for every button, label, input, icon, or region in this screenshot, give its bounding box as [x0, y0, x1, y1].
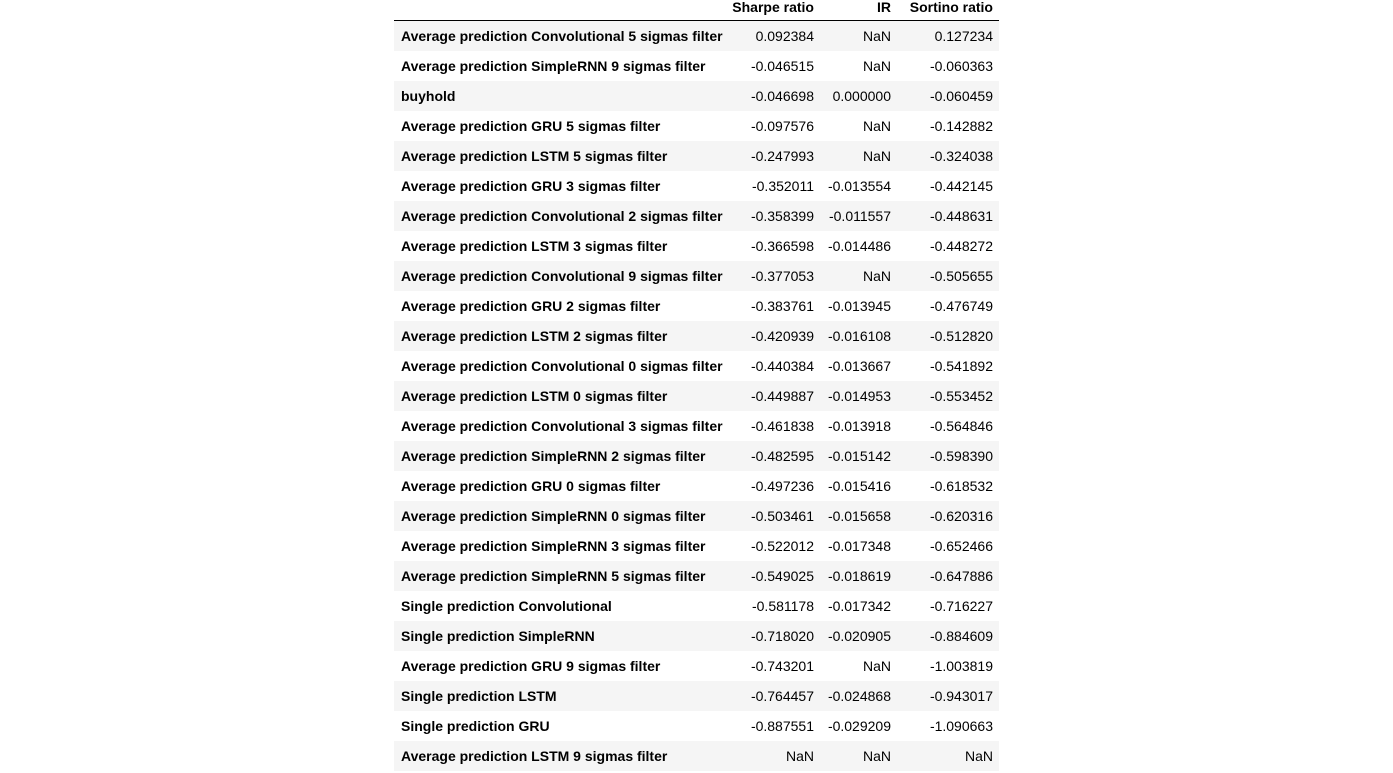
cell-sortino-ratio: -0.512820	[929, 327, 993, 344]
table-row	[394, 141, 999, 171]
table-row	[394, 111, 999, 141]
cell-sortino-ratio: -0.448631	[929, 207, 993, 224]
table-row	[394, 201, 999, 231]
cell-sharpe-ratio: -0.358399	[750, 207, 814, 224]
cell-ir: NaN	[862, 27, 891, 44]
cell-sortino-ratio: -0.324038	[929, 147, 993, 164]
table-row	[394, 591, 999, 621]
cell-sortino-ratio: -1.090663	[929, 717, 993, 734]
cell-ir: -0.011557	[828, 207, 891, 224]
row-label: Average prediction SimpleRNN 9 sigmas filter	[401, 57, 706, 74]
row-label: Average prediction GRU 0 sigmas filter	[401, 477, 661, 494]
cell-ir: -0.017342	[827, 597, 891, 614]
cell-sharpe-ratio: -0.522012	[750, 537, 814, 554]
table-body	[394, 21, 999, 771]
cell-sortino-ratio: -1.003819	[929, 657, 993, 674]
row-label: Average prediction SimpleRNN 0 sigmas filter	[401, 507, 706, 524]
row-label: Average prediction LSTM 9 sigmas filter	[401, 747, 668, 764]
cell-sortino-ratio: -0.943017	[929, 687, 993, 704]
cell-sharpe-ratio: -0.549025	[750, 567, 814, 584]
row-label: Average prediction SimpleRNN 2 sigmas filter	[401, 447, 706, 464]
cell-sharpe-ratio: -0.366598	[750, 237, 814, 254]
cell-sharpe-ratio: -0.383761	[750, 297, 814, 314]
cell-sharpe-ratio: -0.440384	[750, 357, 814, 374]
table-row	[394, 321, 999, 351]
table-row	[394, 171, 999, 201]
cell-sortino-ratio: -0.618532	[929, 477, 993, 494]
cell-sharpe-ratio: -0.046698	[750, 87, 814, 104]
table-header	[394, 0, 999, 21]
cell-sharpe-ratio: -0.718020	[750, 627, 814, 644]
cell-ir: -0.020905	[827, 627, 891, 644]
table-row	[394, 501, 999, 531]
table-row	[394, 381, 999, 411]
table-row	[394, 681, 999, 711]
header-row	[394, 0, 999, 21]
header-ir: IR	[820, 0, 897, 21]
cell-sharpe-ratio: -0.247993	[750, 147, 814, 164]
row-label: Average prediction Convolutional 3 sigmas filter	[401, 417, 723, 434]
cell-sharpe-ratio: NaN	[785, 747, 814, 764]
table-row	[394, 291, 999, 321]
cell-sortino-ratio: -0.716227	[929, 597, 993, 614]
table-row	[394, 441, 999, 471]
cell-sortino-ratio: -0.505655	[929, 267, 993, 284]
table-row	[394, 21, 999, 51]
cell-sortino-ratio: NaN	[964, 747, 993, 764]
cell-ir: -0.018619	[827, 567, 891, 584]
row-label: Single prediction GRU	[401, 717, 550, 734]
cell-sortino-ratio: -0.564846	[929, 417, 993, 434]
row-label: Average prediction LSTM 5 sigmas filter	[401, 147, 668, 164]
cell-sortino-ratio: -0.060459	[929, 87, 993, 104]
cell-sortino-ratio: -0.598390	[929, 447, 993, 464]
row-label: Average prediction LSTM 2 sigmas filter	[401, 327, 668, 344]
row-label: Average prediction GRU 5 sigmas filter	[401, 117, 661, 134]
cell-ir: NaN	[862, 57, 891, 74]
row-label: Average prediction Convolutional 2 sigmas filter	[401, 207, 723, 224]
cell-sharpe-ratio: 0.092384	[755, 27, 814, 44]
cell-sharpe-ratio: -0.497236	[750, 477, 814, 494]
row-label: Average prediction Convolutional 0 sigmas filter	[401, 357, 723, 374]
cell-sortino-ratio: -0.442145	[929, 177, 993, 194]
table-row	[394, 741, 999, 771]
cell-ir: -0.024868	[827, 687, 891, 704]
cell-ir: -0.013945	[827, 297, 891, 314]
cell-sharpe-ratio: -0.449887	[750, 387, 814, 404]
table-row	[394, 621, 999, 651]
table-row	[394, 81, 999, 111]
cell-sharpe-ratio: -0.420939	[750, 327, 814, 344]
cell-sharpe-ratio: -0.764457	[750, 687, 814, 704]
table-row	[394, 711, 999, 741]
table-row	[394, 411, 999, 441]
cell-ir: 0.000000	[832, 87, 891, 104]
cell-sortino-ratio: -0.884609	[929, 627, 993, 644]
row-label: Average prediction Convolutional 5 sigmas filter	[401, 27, 723, 44]
row-label: Average prediction LSTM 3 sigmas filter	[401, 237, 668, 254]
row-label: Average prediction GRU 3 sigmas filter	[401, 177, 661, 194]
table-row	[394, 261, 999, 291]
cell-sharpe-ratio: -0.482595	[750, 447, 814, 464]
cell-ir: -0.015658	[827, 507, 891, 524]
table-row	[394, 531, 999, 561]
cell-ir: -0.013554	[827, 177, 891, 194]
row-label: Average prediction LSTM 0 sigmas filter	[401, 387, 668, 404]
cell-ir: -0.017348	[827, 537, 891, 554]
cell-ir: -0.029209	[827, 717, 891, 734]
cell-sharpe-ratio: -0.503461	[750, 507, 814, 524]
row-label: buyhold	[401, 87, 456, 104]
cell-sortino-ratio: 0.127234	[934, 27, 993, 44]
row-label: Single prediction Convolutional	[401, 597, 612, 614]
table-row	[394, 651, 999, 681]
row-label: Single prediction LSTM	[401, 687, 557, 704]
cell-sortino-ratio: -0.476749	[929, 297, 993, 314]
cell-sharpe-ratio: -0.046515	[750, 57, 814, 74]
cell-sharpe-ratio: -0.887551	[750, 717, 814, 734]
cell-sortino-ratio: -0.553452	[929, 387, 993, 404]
cell-ir: -0.013667	[827, 357, 891, 374]
table-row	[394, 351, 999, 381]
row-label: Average prediction SimpleRNN 3 sigmas filter	[401, 537, 706, 554]
cell-ir: -0.013918	[827, 417, 891, 434]
cell-sortino-ratio: -0.652466	[929, 537, 993, 554]
cell-sortino-ratio: -0.060363	[929, 57, 993, 74]
cell-sharpe-ratio: -0.377053	[750, 267, 814, 284]
row-label: Average prediction SimpleRNN 5 sigmas filter	[401, 567, 706, 584]
row-label: Average prediction Convolutional 9 sigmas filter	[401, 267, 723, 284]
cell-ir: NaN	[862, 657, 891, 674]
header-index	[394, 0, 730, 21]
cell-ir: NaN	[862, 117, 891, 134]
header-sortino-ratio: Sortino ratio	[897, 0, 999, 21]
row-label: Single prediction SimpleRNN	[401, 627, 595, 644]
cell-ir: NaN	[862, 147, 891, 164]
cell-ir: -0.015142	[827, 447, 891, 464]
table-row	[394, 51, 999, 81]
cell-sortino-ratio: -0.541892	[929, 357, 993, 374]
cell-ir: -0.014953	[827, 387, 891, 404]
table-row	[394, 561, 999, 591]
row-label: Average prediction GRU 2 sigmas filter	[401, 297, 661, 314]
cell-sortino-ratio: -0.620316	[929, 507, 993, 524]
cell-sharpe-ratio: -0.581178	[751, 597, 814, 614]
cell-ir: NaN	[862, 267, 891, 284]
cell-sortino-ratio: -0.647886	[929, 567, 993, 584]
results-table-container	[394, 0, 999, 771]
cell-sharpe-ratio: -0.097576	[750, 117, 814, 134]
cell-sharpe-ratio: -0.461838	[750, 417, 814, 434]
cell-ir: -0.015416	[827, 477, 891, 494]
row-label: Average prediction GRU 9 sigmas filter	[401, 657, 661, 674]
cell-sharpe-ratio: -0.743201	[750, 657, 814, 674]
cell-ir: NaN	[862, 747, 891, 764]
header-sharpe-ratio: Sharpe ratio	[730, 0, 820, 21]
cell-ir: -0.016108	[827, 327, 891, 344]
cell-ir: -0.014486	[827, 237, 891, 254]
table-row	[394, 231, 999, 261]
results-table	[394, 0, 999, 771]
cell-sharpe-ratio: -0.352011	[751, 177, 814, 194]
table-row	[394, 471, 999, 501]
cell-sortino-ratio: -0.142882	[929, 117, 993, 134]
cell-sortino-ratio: -0.448272	[929, 237, 993, 254]
